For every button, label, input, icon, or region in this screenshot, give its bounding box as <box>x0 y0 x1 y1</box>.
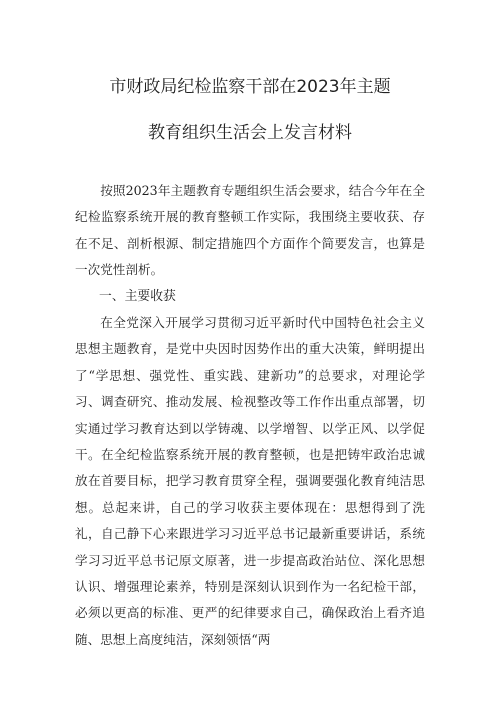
intro-paragraph-block <box>75 178 425 284</box>
document-title-line-1: 市财政局纪检监察干部在2023年主题 <box>109 77 391 97</box>
section-heading-main-gains: 一、主要收获 <box>99 289 176 304</box>
gains-paragraph-block <box>75 310 425 653</box>
document-title-line-2: 教育组织生活会上发言材料 <box>148 123 352 143</box>
gains-paragraph: 在全党深入开展学习贯彻习近平新时代中国特色社会主义思想主题教育，是党中央因时因势作出的重大决策，鲜明提出了“学思想、强党性、重实践、建新功”的总要求，对理论学习、调查研究、推动发展、检视整改等工作作出重点部署，切实通过学习教育达到以学铸魂、以学增智、以学正风、以学促干。在全纪检监察系统开展的教育整顿，也是把铸牢政治忠诚放在首要目标，把学习教育贯穿全程，强调要强化教育纯洁思想。总起来讲，自己的学习收获主要体现在：思想得到了洗礼，自己静下心来跟进学习习近平总书记最新重要讲话，系统学习习近平总书记原文原著，进一步提高政治站位、深化思想认识、增强理论素养，特别是深刻认识到作为一名纪检干部，必须以更高的标准、更严的纪律要求自己，确保政治上看齐追随、思想上高度纯洁，深刻领悟“两 <box>75 315 425 647</box>
intro-paragraph: 按照2023年主题教育专题组织生活会要求，结合今年在全纪检监察系统开展的教育整顿工作实际，我围绕主要收获、存在不足、剖析根源、制定措施四个方面作个简要发言，也算是一次党性剖析。 <box>75 183 425 278</box>
